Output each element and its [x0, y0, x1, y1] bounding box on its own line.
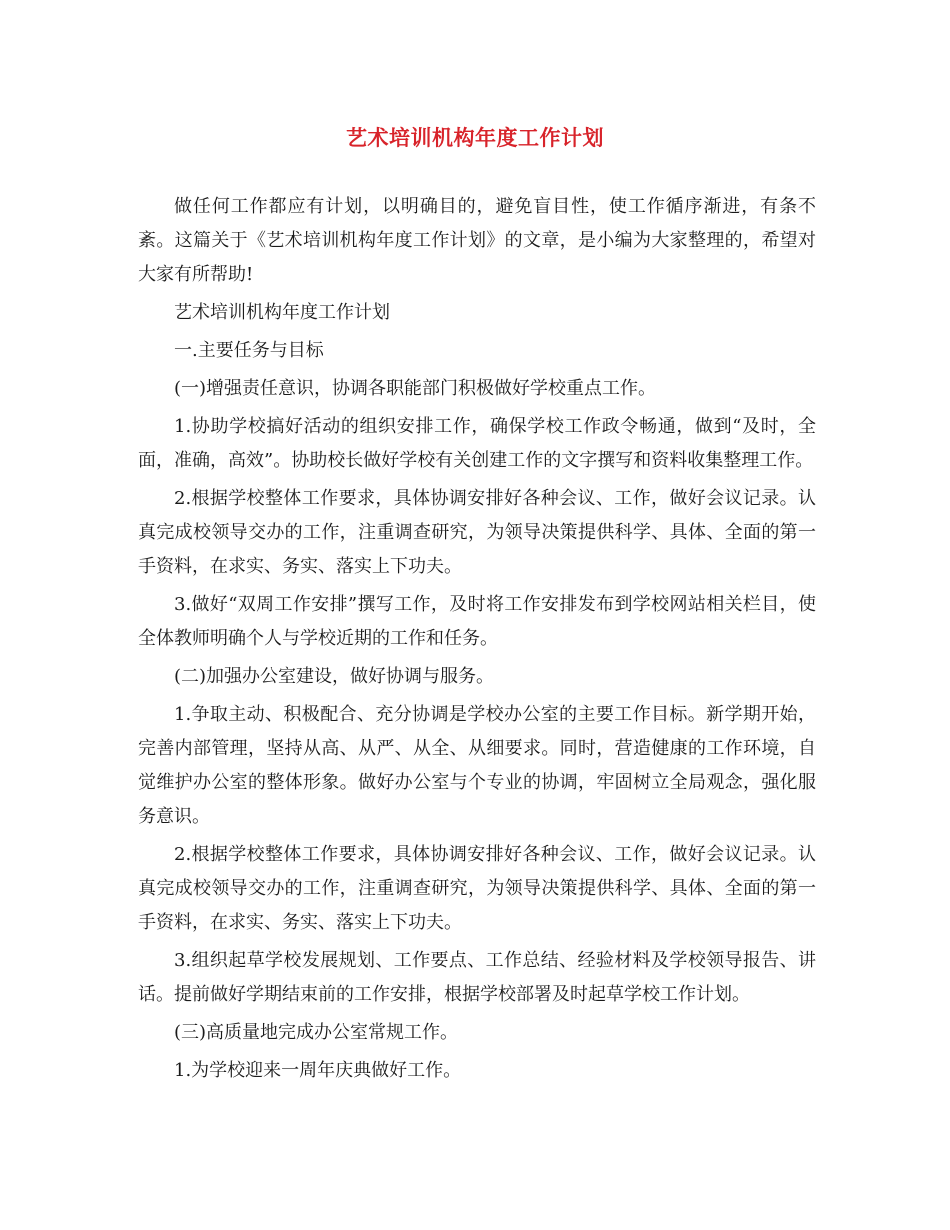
document-title: 艺术培训机构年度工作计划 [346, 125, 604, 150]
intro-paragraph: 做任何工作都应有计划，以明确目的，避免盲目性，使工作循序渐进，有条不紊。这篇关于《艺术培训机构年度工作计划》的文章，是小编为大家整理的，希望对大家有所帮助! [138, 196, 816, 285]
paragraph-2-3: 3.组织起草学校发展规划、工作要点、工作总结、经验材料及学校领导报告、讲话。提前做好学期结束前的工作安排，根据学校部署及时起草学校工作计划。 [138, 950, 816, 1005]
paragraph-2-1: 1.争取主动、积极配合、充分协调是学校办公室的主要工作目标。新学期开始，完善内部管理，坚持从高、从严、从全、从细要求。同时，营造健康的工作环境，自觉维护办公室的整体形象。做好办公室与个专业的协调，牢固树立全局观念，强化服务意识。 [138, 704, 816, 827]
subsection-heading-1: (一)增强责任意识，协调各职能部门积极做好学校重点工作。 [174, 378, 657, 399]
paragraph-1-2: 2.根据学校整体工作要求，具体协调安排好各种会议、工作，做好会议记录。认真完成校领导交办的工作，注重调查研究，为领导决策提供科学、具体、全面的第一手资料，在求实、务实、落实上下功夫。 [138, 488, 816, 577]
section-heading-1: 一.主要任务与目标 [174, 340, 324, 361]
paragraph-1-3: 3.做好“双周工作安排”撰写工作，及时将工作安排发布到学校网站相关栏目，使全体教师明确个人与学校近期的工作和任务。 [138, 594, 816, 649]
subtitle-paragraph: 艺术培训机构年度工作计划 [174, 302, 390, 323]
subsection-heading-2: (二)加强办公室建设，做好协调与服务。 [174, 666, 495, 687]
subsection-heading-3: (三)高质量地完成办公室常规工作。 [174, 1022, 459, 1043]
paragraph-2-2: 2.根据学校整体工作要求，具体协调安排好各种会议、工作，做好会议记录。认真完成校领导交办的工作，注重调查研究，为领导决策提供科学、具体、全面的第一手资料，在求实、务实、落实上下功夫。 [138, 844, 816, 933]
document-body [138, 190, 816, 1092]
paragraph-1-1: 1.协助学校搞好活动的组织安排工作，确保学校工作政令畅通，做到“及时，全面，准确，高效”。协助校长做好学校有关创建工作的文字撰写和资料收集整理工作。 [138, 416, 816, 471]
paragraph-3-1: 1.为学校迎来一周年庆典做好工作。 [174, 1060, 462, 1081]
